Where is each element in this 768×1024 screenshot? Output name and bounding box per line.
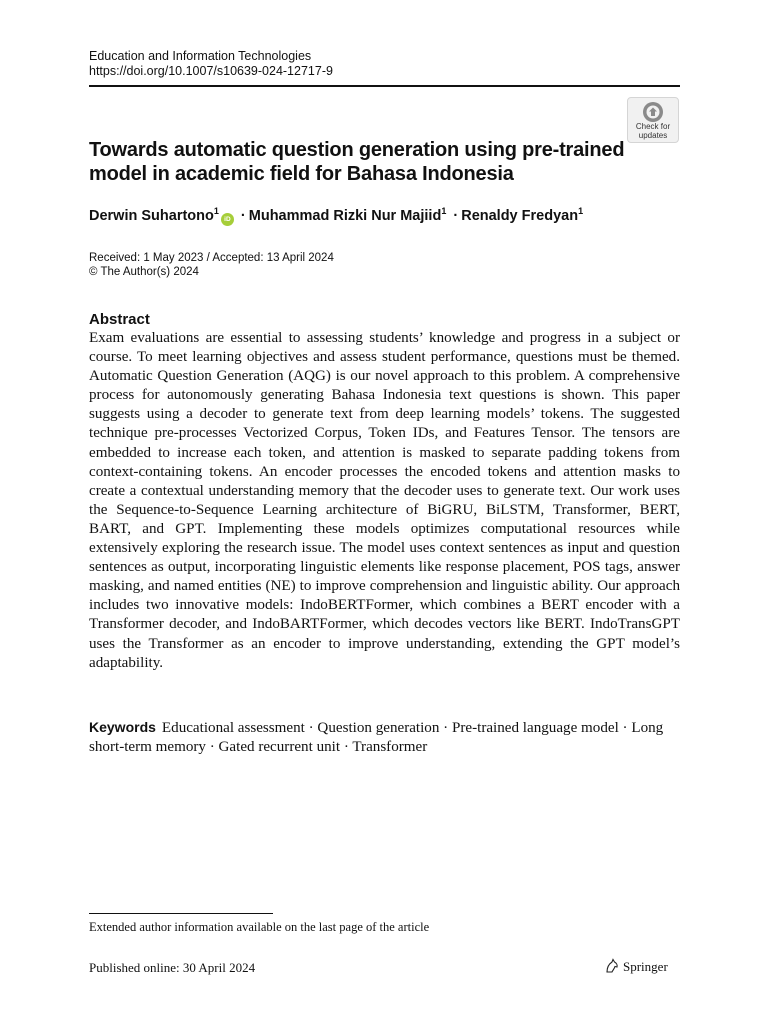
author-separator: · (453, 208, 459, 224)
author-name[interactable]: Derwin Suhartono (89, 208, 214, 224)
orcid-icon[interactable]: iD (221, 213, 234, 226)
author-affiliation: 1 (578, 206, 584, 216)
author-list (89, 206, 583, 226)
keywords-label: Keywords (89, 719, 156, 735)
author-affiliation: 1 (213, 206, 219, 216)
footnote-divider (89, 913, 273, 914)
badge-line-1: Check for (635, 122, 671, 131)
abstract-heading: Abstract (89, 311, 150, 328)
copyright-notice: © The Author(s) 2024 (89, 266, 199, 278)
springer-horse-icon (604, 958, 620, 974)
keywords-section (89, 718, 680, 757)
footnote-text: Extended author information available on the last page of the article (89, 920, 430, 934)
author-name[interactable]: Renaldy Fredyan (461, 208, 579, 224)
journal-name: Education and Information Technologies (89, 49, 312, 63)
author-separator: · (240, 208, 246, 224)
header-divider (89, 85, 680, 87)
author-affiliation: 1 (441, 206, 447, 216)
doi-link[interactable]: https://doi.org/10.1007/s10639-024-12717-9 (89, 64, 333, 78)
author-name[interactable]: Muhammad Rizki Nur Majiid (248, 208, 442, 224)
check-for-updates-icon (642, 101, 664, 123)
badge-line-2: updates (638, 130, 668, 140)
publisher-name: Springer (623, 959, 668, 974)
published-online-date: Published online: 30 April 2024 (89, 960, 256, 975)
check-for-updates-badge[interactable] (627, 97, 679, 143)
keywords-list: Educational assessment · Question generation · Pre-trained language model · Long short-term memory · Gated recurrent unit · Transformer (89, 720, 664, 755)
publisher-logo (604, 958, 668, 976)
abstract-text: Exam evaluations are essential to assessing students’ knowledge and progress in a subject or course. To meet learning objectives and assess student performance, questions must be themed. Automatic Question Generation (AQG) is our novel approach to this problem. A comprehensive process for autonomously generating Bahasa Indonesia text questions is shown. This paper suggests using a decoder to generate text from deep learning models’ tokens. The suggested technique pre-processes Vectorized Corpus, Token IDs, and Features Tensor. The tensors are embedded to increase each token, and attention is masked to separate padding tokens from context-containing tokens. An encoder processes the encoded tokens and attention masks to create a contextual understanding memory that the decoder uses to generate text. Our work uses the Sequence-to-Sequence Learning architecture of BiGRU, BiLSTM, Transformer, BERT, BART, and GPT. Implementing these models optimizes computational resources while extensively exploring the research issue. The model uses context sentences as input and question sentences as output, incorporating linguistic elements like response placement, POS tags, answer masking, and named entities (NE) to improve comprehension and linguistic ability. Our approach includes two innovative models: IndoBERTFormer, which combines a BERT encoder with a Transformer decoder, and IndoBARTFormer, which decodes vectors like BERT. IndoTransGPT uses the Transformer as an encoder to improve understanding, extending the GPT model’s adaptability. (89, 330, 680, 671)
paper-title: Towards automatic question generation using pre-trained model in academic field for Bahasa Indonesia (89, 139, 625, 185)
received-accepted-dates: Received: 1 May 2023 / Accepted: 13 April 2024 (89, 252, 334, 264)
